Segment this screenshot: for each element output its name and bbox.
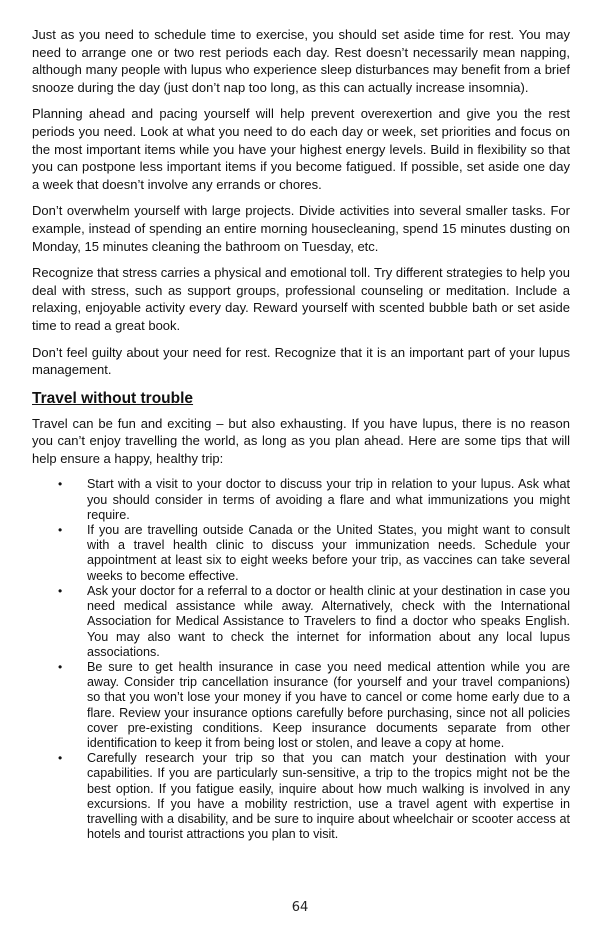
paragraph-stress: Recognize that stress carries a physical and emotional toll. Try different strategies to help you deal with stress, such as support groups, professional counseling or meditation. Include a relaxing, enjoyable activity every day. Reward yourself with scented bubble bath or set aside time to read a great book. bbox=[32, 265, 570, 333]
travel-tips-list bbox=[32, 477, 570, 842]
list-item-text: Be sure to get health insurance in case you need medical attention while you are away. Consider trip cancellation insurance (for yourself and your travel companions) so that you won’t lose your money if you have to cancel or come home early due to a flare. Review your insurance options carefully before purchasing, since not all policies cover pre-existing conditions. Keep insurance documents separate from other identification to keep it from being lost or stolen, and leave a copy at home. bbox=[87, 659, 570, 750]
list-item bbox=[32, 584, 570, 660]
paragraph-rest-periods: Just as you need to schedule time to exercise, you should set aside time for rest. You may need to arrange one or two rest periods each day. Rest doesn’t necessarily mean napping, although many people with lupus who experience sleep disturbances may benefit from a brief snooze during the day (just don’t nap too long, as this can actually increase insomnia). bbox=[32, 27, 570, 95]
list-item bbox=[32, 477, 570, 523]
section-heading-travel: Travel without trouble bbox=[32, 389, 194, 407]
list-item-text: If you are travelling outside Canada or the United States, you might want to consult with a travel health clinic to discuss your immunization needs. Schedule your appointment at least six to eight weeks before your trip, as vaccines can take several weeks to become effective. bbox=[87, 523, 570, 583]
list-item bbox=[32, 660, 570, 751]
list-item bbox=[32, 523, 570, 584]
paragraph-guilt: Don’t feel guilty about your need for rest. Recognize that it is an important part of your lupus management. bbox=[32, 344, 570, 378]
list-item bbox=[32, 751, 570, 842]
page-number: 64 bbox=[291, 900, 309, 915]
list-item-text: Ask your doctor for a referral to a doctor or health clinic at your destination in case you need medical assistance while away. Alternatively, check with the International Association for Medical Assistance to Travelers to find a doctor who speaks English. You may also want to check the internet for information about any local lupus associations. bbox=[87, 583, 570, 659]
list-item-text: Carefully research your trip so that you can match your destination with your capabilities. If you are particularly sun-sensitive, a trip to the tropics might not be the best option. If you fatigue easily, inquire about how much walking is involved in any excursions. If you have a mobility restriction, use a travel agent with expertise in travelling with a disability, and be sure to inquire about wheelchair or scooter access at hotels and tourist attractions you plan to visit. bbox=[87, 751, 570, 842]
bullet-icon: • bbox=[58, 477, 63, 492]
bullet-icon: • bbox=[58, 659, 63, 674]
bullet-icon: • bbox=[58, 583, 63, 598]
document-page bbox=[32, 26, 570, 842]
bullet-icon: • bbox=[58, 751, 63, 766]
paragraph-large-projects: Don’t overwhelm yourself with large projects. Divide activities into several smaller tasks. For example, instead of spending an entire morning housecleaning, spend 15 minutes dusting on Monday, 15 minutes cleaning the bathroom on Tuesday, etc. bbox=[32, 203, 570, 254]
paragraph-planning-ahead: Planning ahead and pacing yourself will help prevent overexertion and give you the rest periods you need. Look at what you need to do each day or week, set priorities and focus on the most important items while you have your highest energy levels. Build in flexibility so that you can postpone less important items if you become fatigued. If possible, set aside one day a week that doesn’t involve any errands or chores. bbox=[32, 106, 570, 192]
bullet-icon: • bbox=[58, 523, 63, 538]
list-item-text: Start with a visit to your doctor to discuss your trip in relation to your lupus. Ask what you should consider in terms of avoiding a flare and what immunizations you might require. bbox=[87, 477, 570, 522]
paragraph-travel-intro: Travel can be fun and exciting – but also exhausting. If you have lupus, there is no reason you can’t enjoy travelling the world, as long as you plan ahead. Here are some tips that will help ensure a happy, healthy trip: bbox=[32, 415, 570, 466]
